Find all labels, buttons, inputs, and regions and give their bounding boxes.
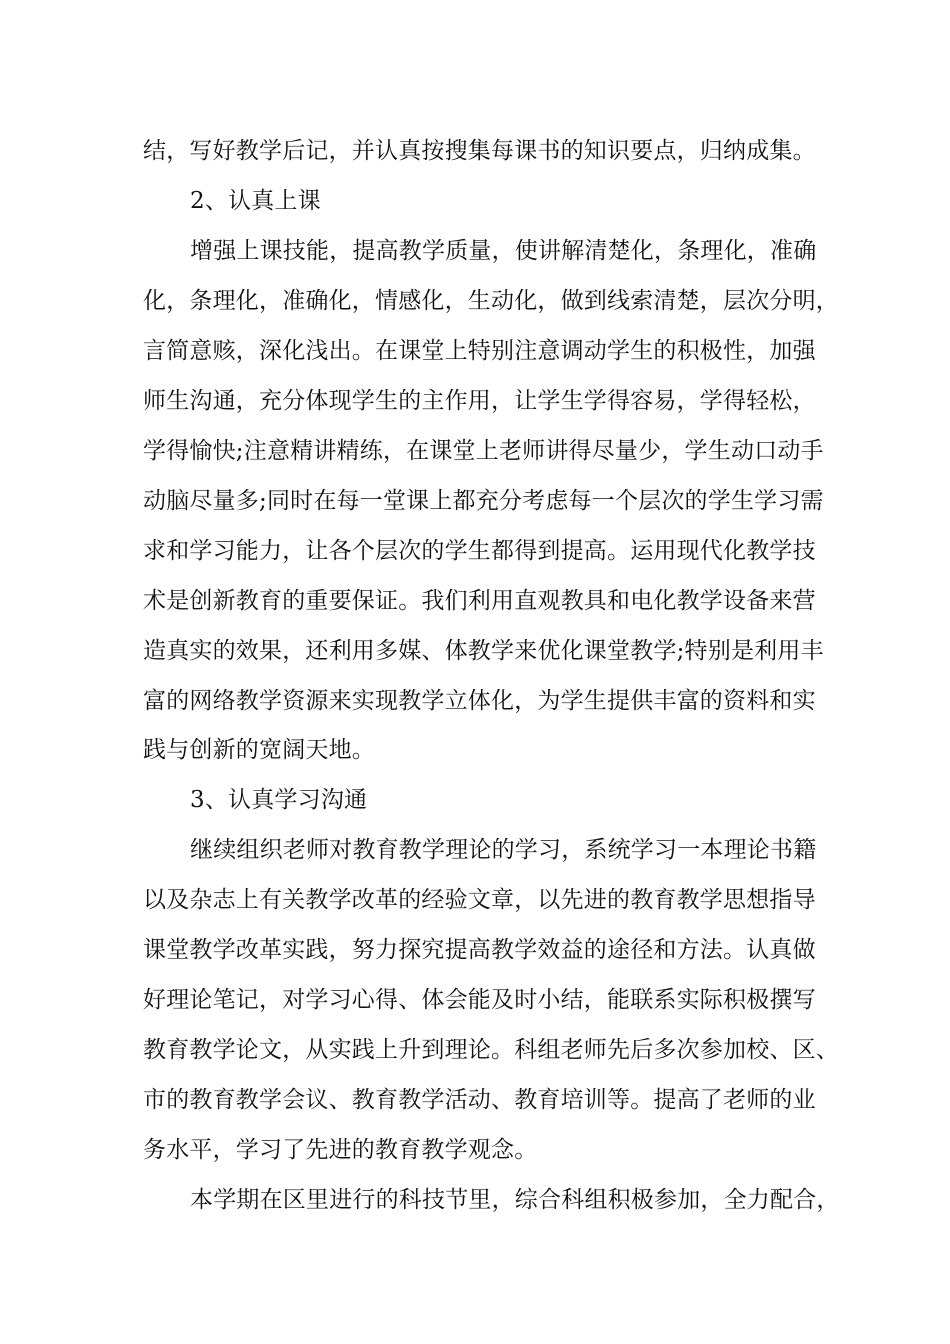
text-line: 以及杂志上有关教学改革的经验文章，以先进的教育教学思想指导	[143, 887, 816, 913]
section-heading: 3、认真学习沟通	[190, 787, 368, 813]
text-line: 继续组织老师对教育教学理论的学习，系统学习一本理论书籍	[190, 837, 817, 863]
text-line: 结，写好教学后记，并认真按搜集每课书的知识要点，归纳成集。	[143, 138, 816, 164]
text-line: 求和学习能力，让各个层次的学生都得到提高。运用现代化教学技	[143, 538, 816, 564]
text-line: 本学期在区里进行的科技节里，综合科组积极参加，全力配合，	[190, 1187, 840, 1213]
text-line: 市的教育教学会议、教育教学活动、教育培训等。提高了老师的业	[143, 1087, 816, 1113]
text-line: 化，条理化，准确化，情感化，生动化，做到线索清楚，层次分明，	[143, 288, 839, 314]
text-line: 术是创新教育的重要保证。我们利用直观教具和电化教学设备来营	[143, 588, 816, 614]
text-line: 践与创新的宽阔天地。	[143, 737, 375, 763]
text-line: 好理论笔记，对学习心得、体会能及时小结，能联系实际积极撰写	[143, 987, 816, 1013]
text-line: 富的网络教学资源来实现教学立体化，为学生提供丰富的资料和实	[143, 688, 816, 714]
text-line: 教育教学论文，从实践上升到理论。科组老师先后多次参加校、区、	[143, 1037, 839, 1063]
text-line: 课堂教学改革实践，努力探究提高教学效益的途径和方法。认真做	[143, 937, 816, 963]
text-line: 动脑尽量多;同时在每一堂课上都充分考虑每一个层次的学生学习需	[143, 488, 824, 514]
text-line: 师生沟通，充分体现学生的主作用，让学生学得容易，学得轻松，	[143, 388, 816, 414]
text-line: 造真实的效果，还利用多媒、体教学来优化课堂教学;特别是利用丰	[143, 638, 824, 664]
section-heading: 2、认真上课	[190, 188, 321, 214]
text-line: 言简意赅，深化浅出。在课堂上特别注意调动学生的积极性，加强	[143, 338, 816, 364]
text-line: 学得愉快;注意精讲精练，在课堂上老师讲得尽量少，学生动口动手	[143, 438, 824, 464]
text-line: 增强上课技能，提高教学质量，使讲解清楚化，条理化，准确	[190, 238, 817, 264]
text-line: 务水平，学习了先进的教育教学观念。	[143, 1137, 538, 1163]
